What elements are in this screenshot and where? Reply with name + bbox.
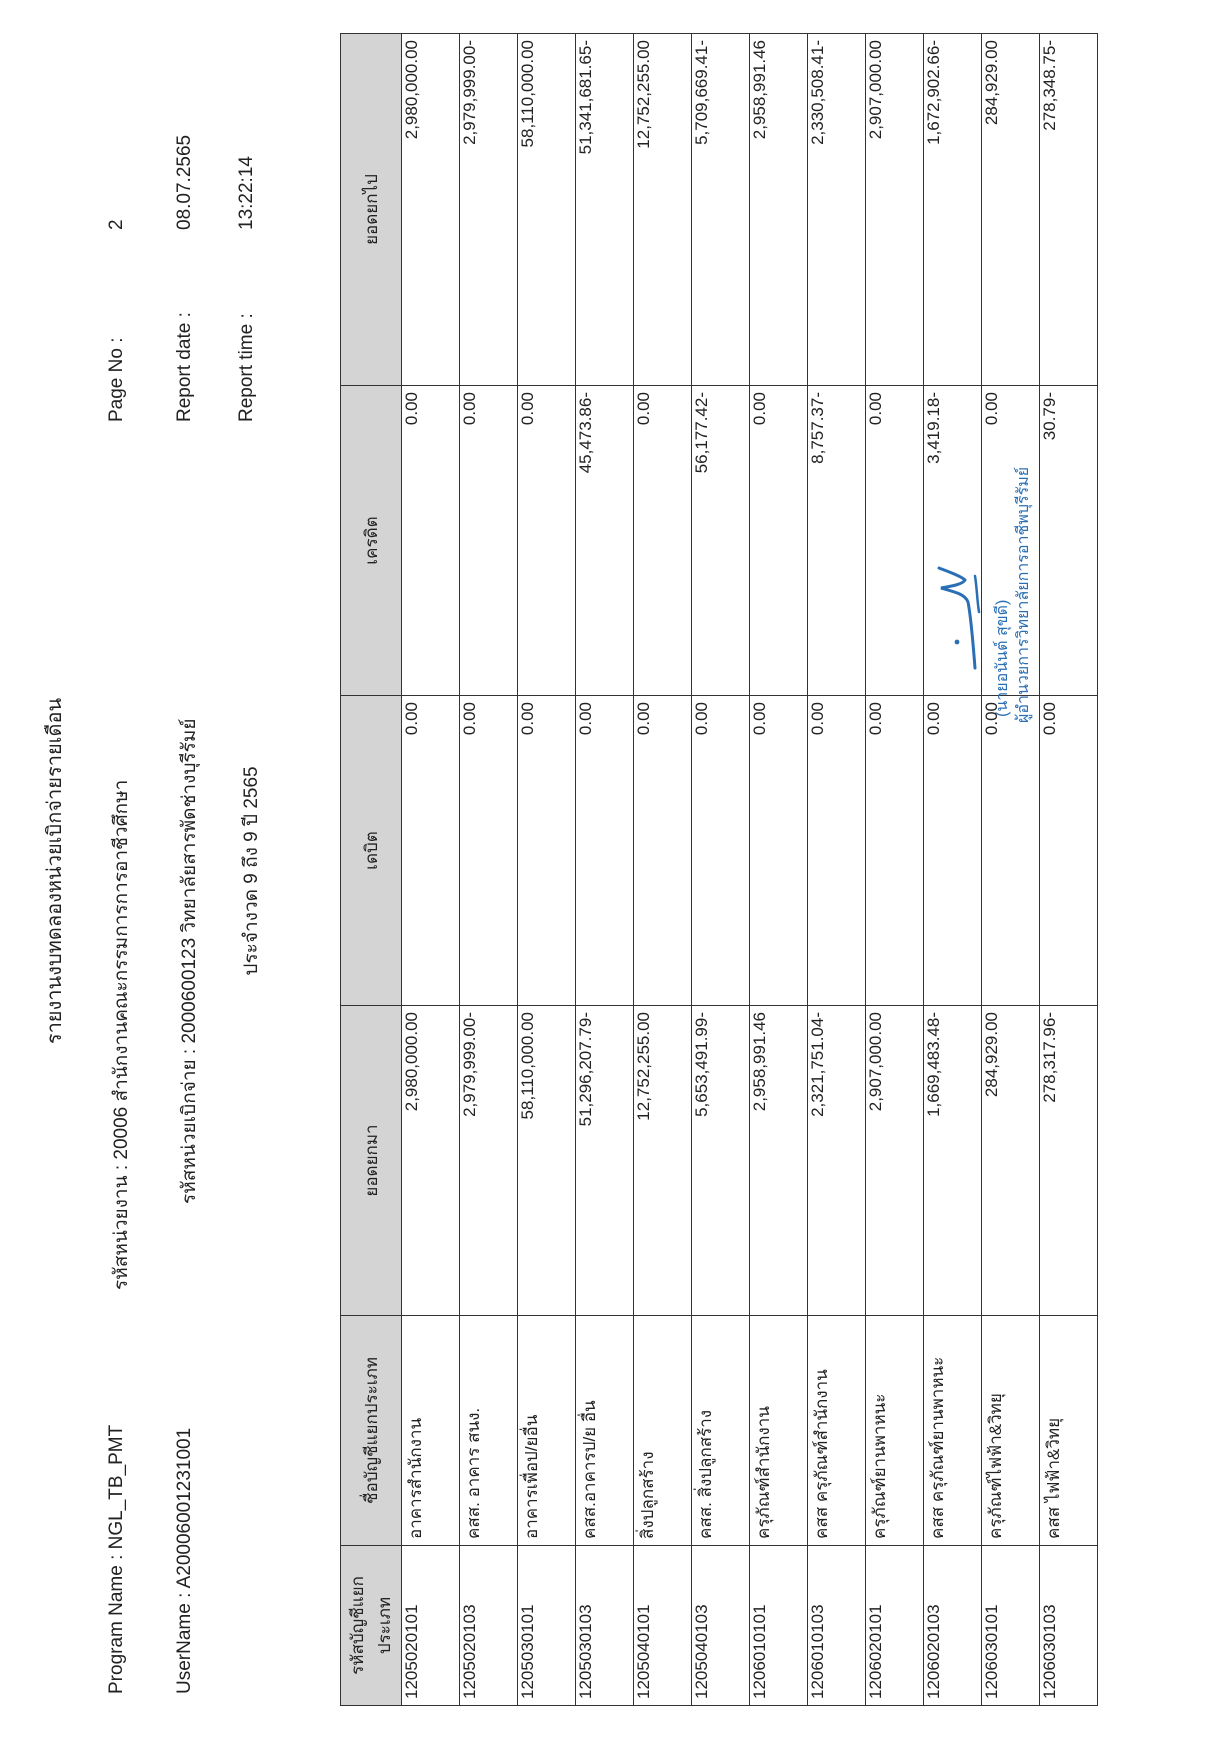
cell-account-name: คสส. อาคาร สนง. (460, 1316, 518, 1546)
cell-debit: 0.00 (518, 696, 576, 1006)
cell-carried-forward: 2,330,508.41- (808, 34, 866, 386)
director-position: ผู้อำนวยการวิทยาลัยการอาชีพบุรีรัมย์ (1015, 466, 1032, 723)
cell-brought-forward: 284,929.00 (982, 1006, 1040, 1316)
cell-brought-forward: 2,958,991.46 (750, 1006, 808, 1316)
report-period: ประจำงวด 9 ถึง 9 ปี 2565 (241, 766, 262, 976)
table-row (866, 34, 924, 1706)
cell-account-code: 1205040103 (692, 1546, 750, 1706)
cell-credit: 45,473.86- (576, 386, 634, 696)
cell-credit: 56,177.42- (692, 386, 750, 696)
cell-debit: 0.00 (866, 696, 924, 1006)
cell-debit: 0.00 (460, 696, 518, 1006)
table-row (924, 34, 982, 1706)
page-no-label: Page No : (106, 337, 127, 422)
cell-carried-forward: 2,980,000.00 (402, 34, 460, 386)
cell-debit: 0.00 (692, 696, 750, 1006)
table-row (576, 34, 634, 1706)
cell-debit: 0.00 (576, 696, 634, 1006)
cell-brought-forward: 278,317.96- (1040, 1006, 1098, 1316)
cell-debit: 0.00 (982, 696, 1040, 1006)
cell-carried-forward: 2,979,999.00- (460, 34, 518, 386)
cell-account-code: 1206020101 (866, 1546, 924, 1706)
cell-account-name: คสส.อาคารป/ย อื่น (576, 1316, 634, 1546)
col-carried-forward: ยอดยกไป (341, 34, 402, 386)
report-date-label: Report date : (174, 312, 195, 422)
cell-carried-forward: 5,709,669.41- (692, 34, 750, 386)
username: UserName : A20006001231001 (174, 1427, 195, 1694)
cell-credit: 0.00 (866, 386, 924, 696)
cell-account-code: 1206020103 (924, 1546, 982, 1706)
cell-account-code: 1206010103 (808, 1546, 866, 1706)
cell-account-code: 1206010101 (750, 1546, 808, 1706)
cell-account-name: ครุภัณฑ์ไฟฟ้า&วิทยุ (982, 1316, 1040, 1546)
report-date: 08.07.2565 (174, 134, 195, 230)
cell-account-code: 1205030101 (518, 1546, 576, 1706)
table-row (750, 34, 808, 1706)
report-title: รายงานงบทดลองหน่วยเบิกจ่ายรายเดือน (44, 697, 66, 1045)
page-no: 2 (106, 219, 127, 230)
cell-debit: 0.00 (750, 696, 808, 1006)
cell-brought-forward: 2,979,999.00- (460, 1006, 518, 1316)
report-time-label: Report time : (236, 313, 257, 422)
cell-carried-forward: 278,348.75- (1040, 34, 1098, 386)
cell-brought-forward: 51,296,207.79- (576, 1006, 634, 1316)
cell-carried-forward: 51,341,681.65- (576, 34, 634, 386)
col-brought-forward: ยอดยกมา (341, 1006, 402, 1316)
cell-credit: 0.00 (460, 386, 518, 696)
cell-debit: 0.00 (1040, 696, 1098, 1006)
cell-account-name: คสส ไฟฟ้า&วิทยุ (1040, 1316, 1098, 1546)
cell-brought-forward: 2,907,000.00 (866, 1006, 924, 1316)
cell-brought-forward: 58,110,000.00 (518, 1006, 576, 1316)
cell-brought-forward: 1,669,483.48- (924, 1006, 982, 1316)
cell-account-code: 1205020101 (402, 1546, 460, 1706)
disbursement-unit: รหัสหน่วยเบิกจ่าย : 2000600123 วิทยาลัยสารพัดช่างบุรีรัมย์ (179, 718, 200, 1204)
table-row (982, 34, 1040, 1706)
cell-brought-forward: 5,653,491.99- (692, 1006, 750, 1316)
table-row (1040, 34, 1098, 1706)
director-name: (นายอนันต์ สุขดี) (994, 599, 1011, 717)
cell-carried-forward: 284,929.00 (982, 34, 1040, 386)
cell-account-name: คสส. สิ่งปลูกสร้าง (692, 1316, 750, 1546)
cell-account-code: 1205030103 (576, 1546, 634, 1706)
col-account-code: รหัสบัญชีแยกประเภท (341, 1546, 402, 1706)
col-debit: เดบิต (341, 696, 402, 1006)
cell-carried-forward: 2,907,000.00 (866, 34, 924, 386)
cell-account-name: ครุภัณฑ์สำนักงาน (750, 1316, 808, 1546)
cell-credit: 0.00 (402, 386, 460, 696)
cell-brought-forward: 12,752,255.00 (634, 1006, 692, 1316)
table-row (692, 34, 750, 1706)
cell-debit: 0.00 (634, 696, 692, 1006)
cell-account-code: 1206030101 (982, 1546, 1040, 1706)
cell-account-name: ครุภัณฑ์ยานพาหนะ (866, 1316, 924, 1546)
cell-account-name: สิ่งปลูกสร้าง (634, 1316, 692, 1546)
report-time: 13:22:14 (236, 156, 257, 230)
cell-credit: 0.00 (982, 386, 1040, 696)
cell-credit: 0.00 (518, 386, 576, 696)
cell-account-name: อาคารเพื่อป/ยอื่น (518, 1316, 576, 1546)
table-row (402, 34, 460, 1706)
cell-account-code: 1205020103 (460, 1546, 518, 1706)
program-name: Program Name : NGL_TB_PMT (106, 1424, 127, 1694)
col-account-name: ชื่อบัญชีแยกประเภท (341, 1316, 402, 1546)
cell-account-name: คสส ครุภัณฑ์สำนักงาน (808, 1316, 866, 1546)
cell-account-name: คสส ครุภัณฑ์ยานพาหนะ (924, 1316, 982, 1546)
cell-account-name: อาคารสำนักงาน (402, 1316, 460, 1546)
table-row (460, 34, 518, 1706)
cell-account-code: 1205040101 (634, 1546, 692, 1706)
cell-brought-forward: 2,321,751.04- (808, 1006, 866, 1316)
trial-balance-table (340, 33, 1098, 1706)
table-row (634, 34, 692, 1706)
cell-carried-forward: 12,752,255.00 (634, 34, 692, 386)
cell-credit: 30.79- (1040, 386, 1098, 696)
col-credit: เครดิต (341, 386, 402, 696)
cell-carried-forward: 2,958,991.46 (750, 34, 808, 386)
agency-code: รหัสหน่วยงาน : 20006 สำนักงานคณะกรรมการการอาชีวศึกษา (111, 779, 132, 1290)
cell-credit: 0.00 (634, 386, 692, 696)
table-row (808, 34, 866, 1706)
table-row (518, 34, 576, 1706)
cell-brought-forward: 2,980,000.00 (402, 1006, 460, 1316)
cell-carried-forward: 58,110,000.00 (518, 34, 576, 386)
cell-credit: 8,757.37- (808, 386, 866, 696)
table-header-row (341, 34, 402, 1706)
cell-account-code: 1206030103 (1040, 1546, 1098, 1706)
cell-debit: 0.00 (402, 696, 460, 1006)
cell-debit: 0.00 (924, 696, 982, 1006)
cell-credit: 3,419.18- (924, 386, 982, 696)
cell-credit: 0.00 (750, 386, 808, 696)
cell-carried-forward: 1,672,902.66- (924, 34, 982, 386)
cell-debit: 0.00 (808, 696, 866, 1006)
